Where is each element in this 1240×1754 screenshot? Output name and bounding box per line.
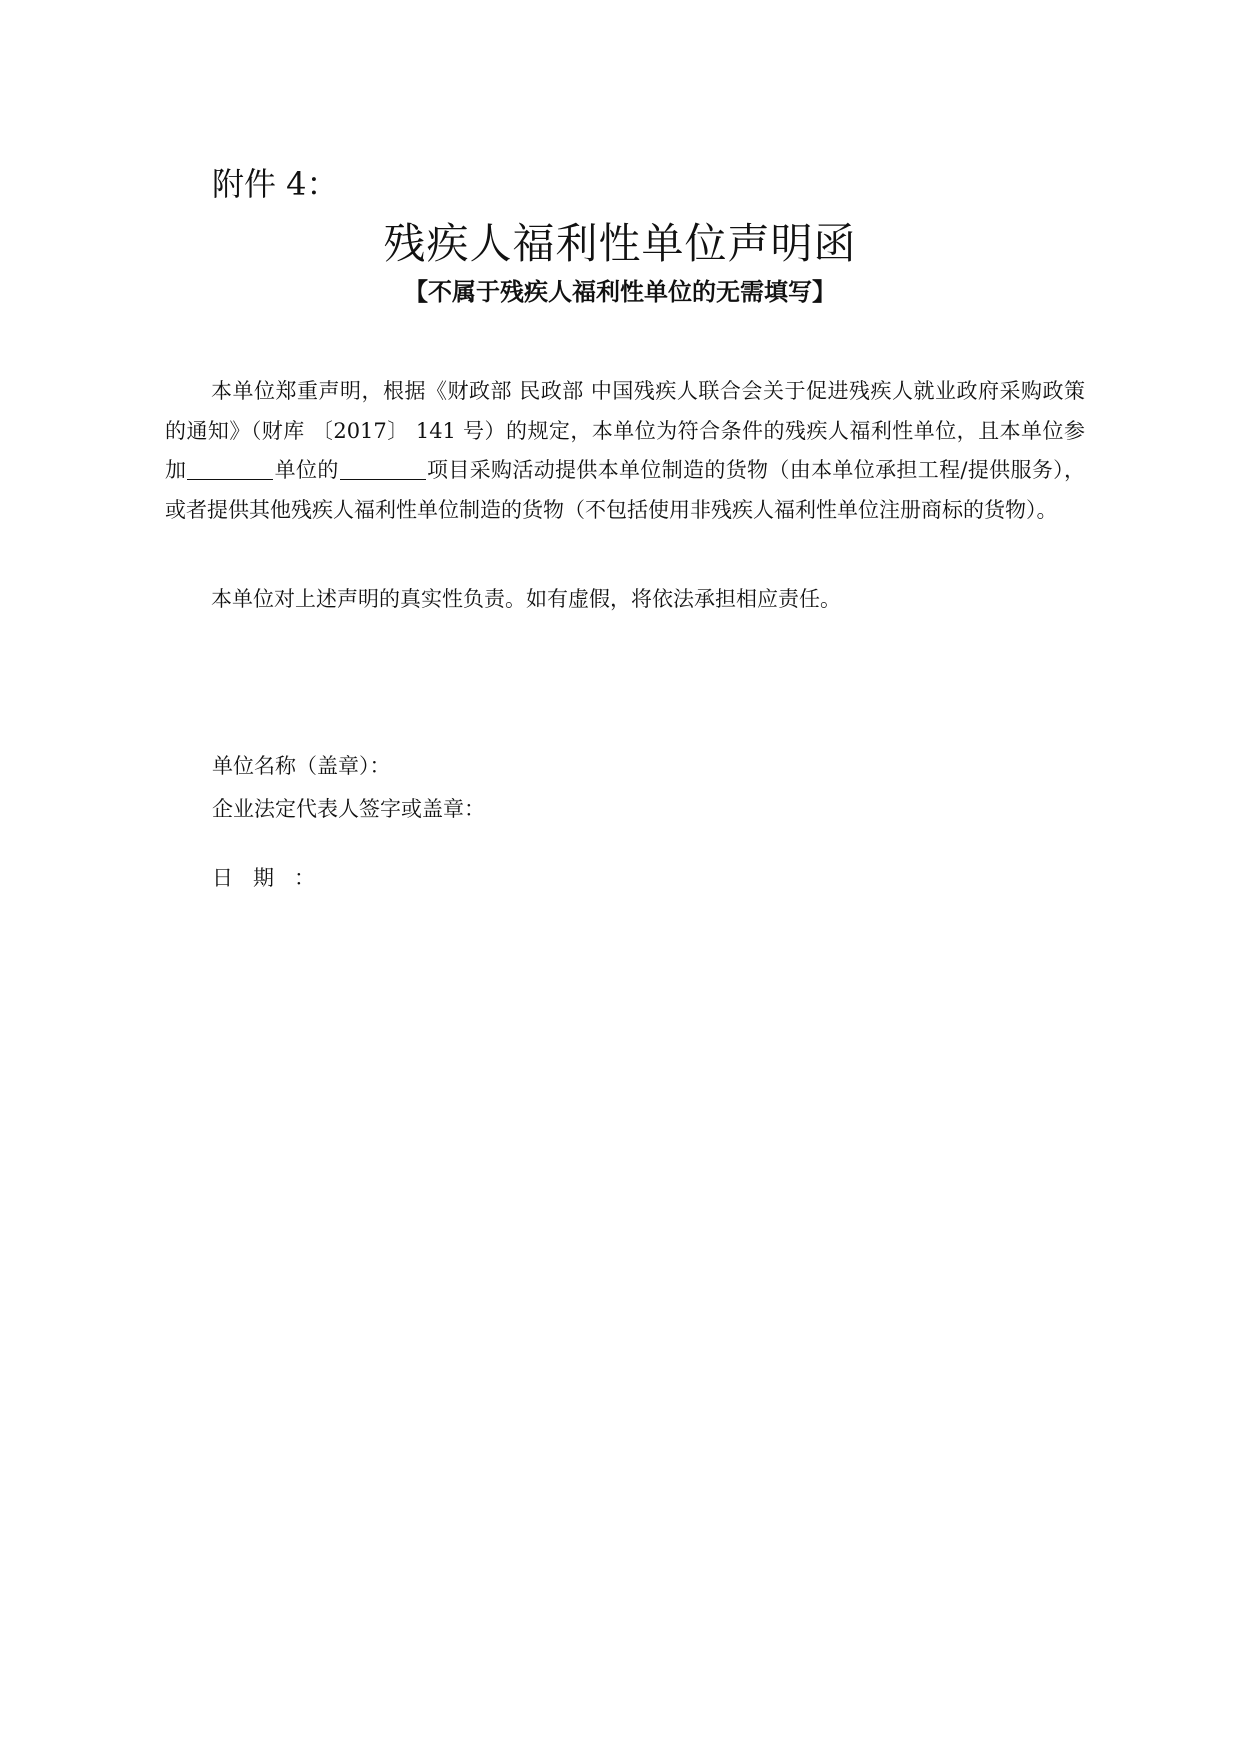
unit-name-seal-label: 单位名称（盖章）：: [212, 754, 391, 778]
unit-name-seal-line[interactable]: [212, 748, 391, 784]
declaration-text-part-1: 本单位郑重声明，根据《财政部 民政部 中国残疾人联合会关于促进残疾人就业政府采购政策的通知》（财库 〔2017〕 141 号）的规定，本单位为符合条件的残疾人福利性单位，且本单位参加: [165, 379, 1085, 483]
legal-representative-line[interactable]: [212, 791, 485, 827]
declaration-paragraph: [165, 372, 1085, 530]
date-line[interactable]: [212, 860, 335, 896]
date-label-text: 日期：: [212, 866, 335, 890]
responsibility-paragraph: 本单位对上述声明的真实性负责。如有虚假，将依法承担相应责任。: [211, 587, 841, 611]
declaration-text-part-2: 单位的: [274, 458, 339, 483]
attachment-label: 附件 4：: [212, 165, 339, 203]
document-subtitle: 【不属于残疾人福利性单位的无需填写】: [404, 278, 836, 306]
project-name-blank[interactable]: [340, 479, 426, 480]
date-label: [212, 866, 335, 890]
declaration-text-part-3: 项目采购活动提供本单位制造的货物（由本单位承担工程/提供服务），或者提供其他残疾人福利性单位制造的货物（不包括使用非残疾人福利性单位注册商标的货物）。: [165, 458, 1086, 522]
document-title: 残疾人福利性单位声明函: [383, 219, 857, 268]
purchaser-unit-blank[interactable]: [187, 479, 273, 480]
legal-representative-label: 企业法定代表人签字或盖章：: [212, 797, 485, 821]
